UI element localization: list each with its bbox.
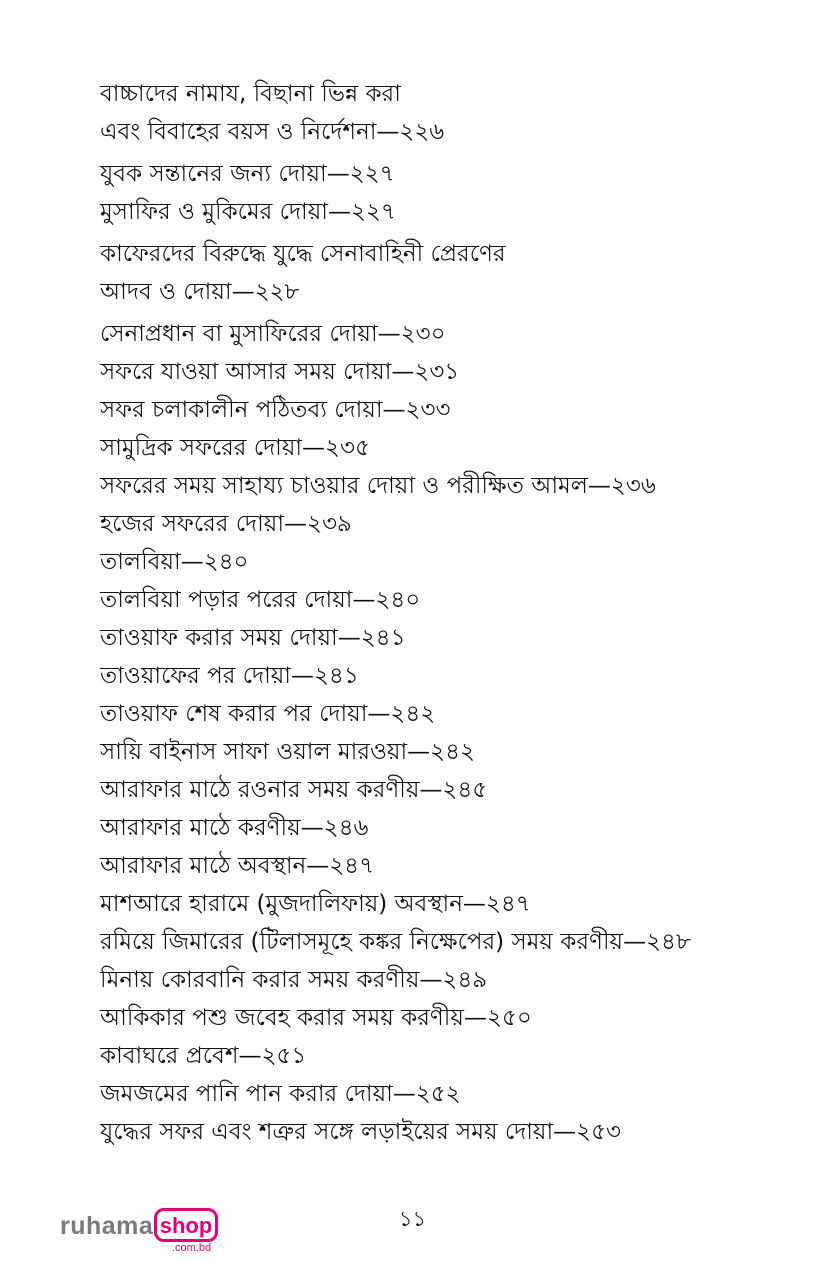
toc-entry: সফরে যাওয়া আসার সময় দোয়া—২৩১ [100,359,460,385]
toc-entry: কাবাঘরে প্রবেশ—২৫১ [100,1043,307,1069]
watermark-domain: .com.bd [172,1242,212,1254]
watermark-brand: ruhama [60,1212,154,1240]
toc-entry: মুসাফির ও মুকিমের দোয়া—২২৭ [100,199,396,225]
toc-entry: মাশআরে হারামে (মুজদালিফায়) অবস্থান—২৪৭ [100,891,531,917]
toc-entry: সায়ি বাইনাস সাফা ওয়াল মারওয়া—২৪২ [100,739,475,765]
toc-entry: আদব ও দোয়া—২২৮ [100,279,300,305]
watermark-shop: shop [159,1213,213,1238]
toc-entry: কাফেরদের বিরুদ্ধে যুদ্ধে সেনাবাহিনী প্রেরণের [100,241,506,267]
watermark-logo [60,1208,260,1258]
toc-entry: তালবিয়া পড়ার পরের দোয়া—২৪০ [100,587,421,613]
page-number: ১১ [398,1207,427,1231]
toc-entry: সামুদ্রিক সফরের দোয়া—২৩৫ [100,435,370,461]
toc-entry: সফরের সময় সাহায্য চাওয়ার দোয়া ও পরীক্ষিত আমল—২৩৬ [100,473,656,499]
toc-entry: সফর চলাকালীন পঠিতব্য দোয়া—২৩৩ [100,397,451,423]
toc-entry: আকিকার পশু জবেহ করার সময় করণীয়—২৫০ [100,1005,532,1031]
table-of-contents [100,75,780,1151]
toc-entry: জমজমের পানি পান করার দোয়া—২৫২ [100,1081,461,1107]
toc-entry: এবং বিবাহের বয়স ও নির্দেশনা—২২৬ [100,119,445,145]
toc-entry: তালবিয়া—২৪০ [100,549,249,575]
toc-entry: তাওয়াফের পর দোয়া—২৪১ [100,663,359,689]
toc-entry: আরাফার মাঠে অবস্থান—২৪৭ [100,853,375,879]
watermark-shop-badge [154,1208,218,1242]
toc-entry: সেনাপ্রধান বা মুসাফিরের দোয়া—২৩০ [100,321,446,347]
toc-entry: আরাফার মাঠে রওনার সময় করণীয়—২৪৫ [100,777,488,803]
toc-entry: তাওয়াফ শেষ করার পর দোয়া—২৪২ [100,701,436,727]
toc-entry: আরাফার মাঠে করণীয়—২৪৬ [100,815,369,841]
toc-entry: রমিয়ে জিমারের (টিলাসমূহে কঙ্কর নিক্ষেপের) সময় করণীয়—২৪৮ [100,929,691,955]
toc-entry: তাওয়াফ করার সময় দোয়া—২৪১ [100,625,406,651]
toc-entry: যুদ্ধের সফর এবং শত্রুর সঙ্গে লড়াইয়ের সময় দোয়া—২৫৩ [100,1119,621,1145]
toc-entry: বাচ্চাদের নামায, বিছানা ভিন্ন করা [100,81,401,107]
toc-entry: যুবক সন্তানের জন্য দোয়া—২২৭ [100,161,395,187]
toc-entry: হজের সফরের দোয়া—২৩৯ [100,511,352,537]
toc-entry: মিনায় কোরবানি করার সময় করণীয়—২৪৯ [100,967,488,993]
